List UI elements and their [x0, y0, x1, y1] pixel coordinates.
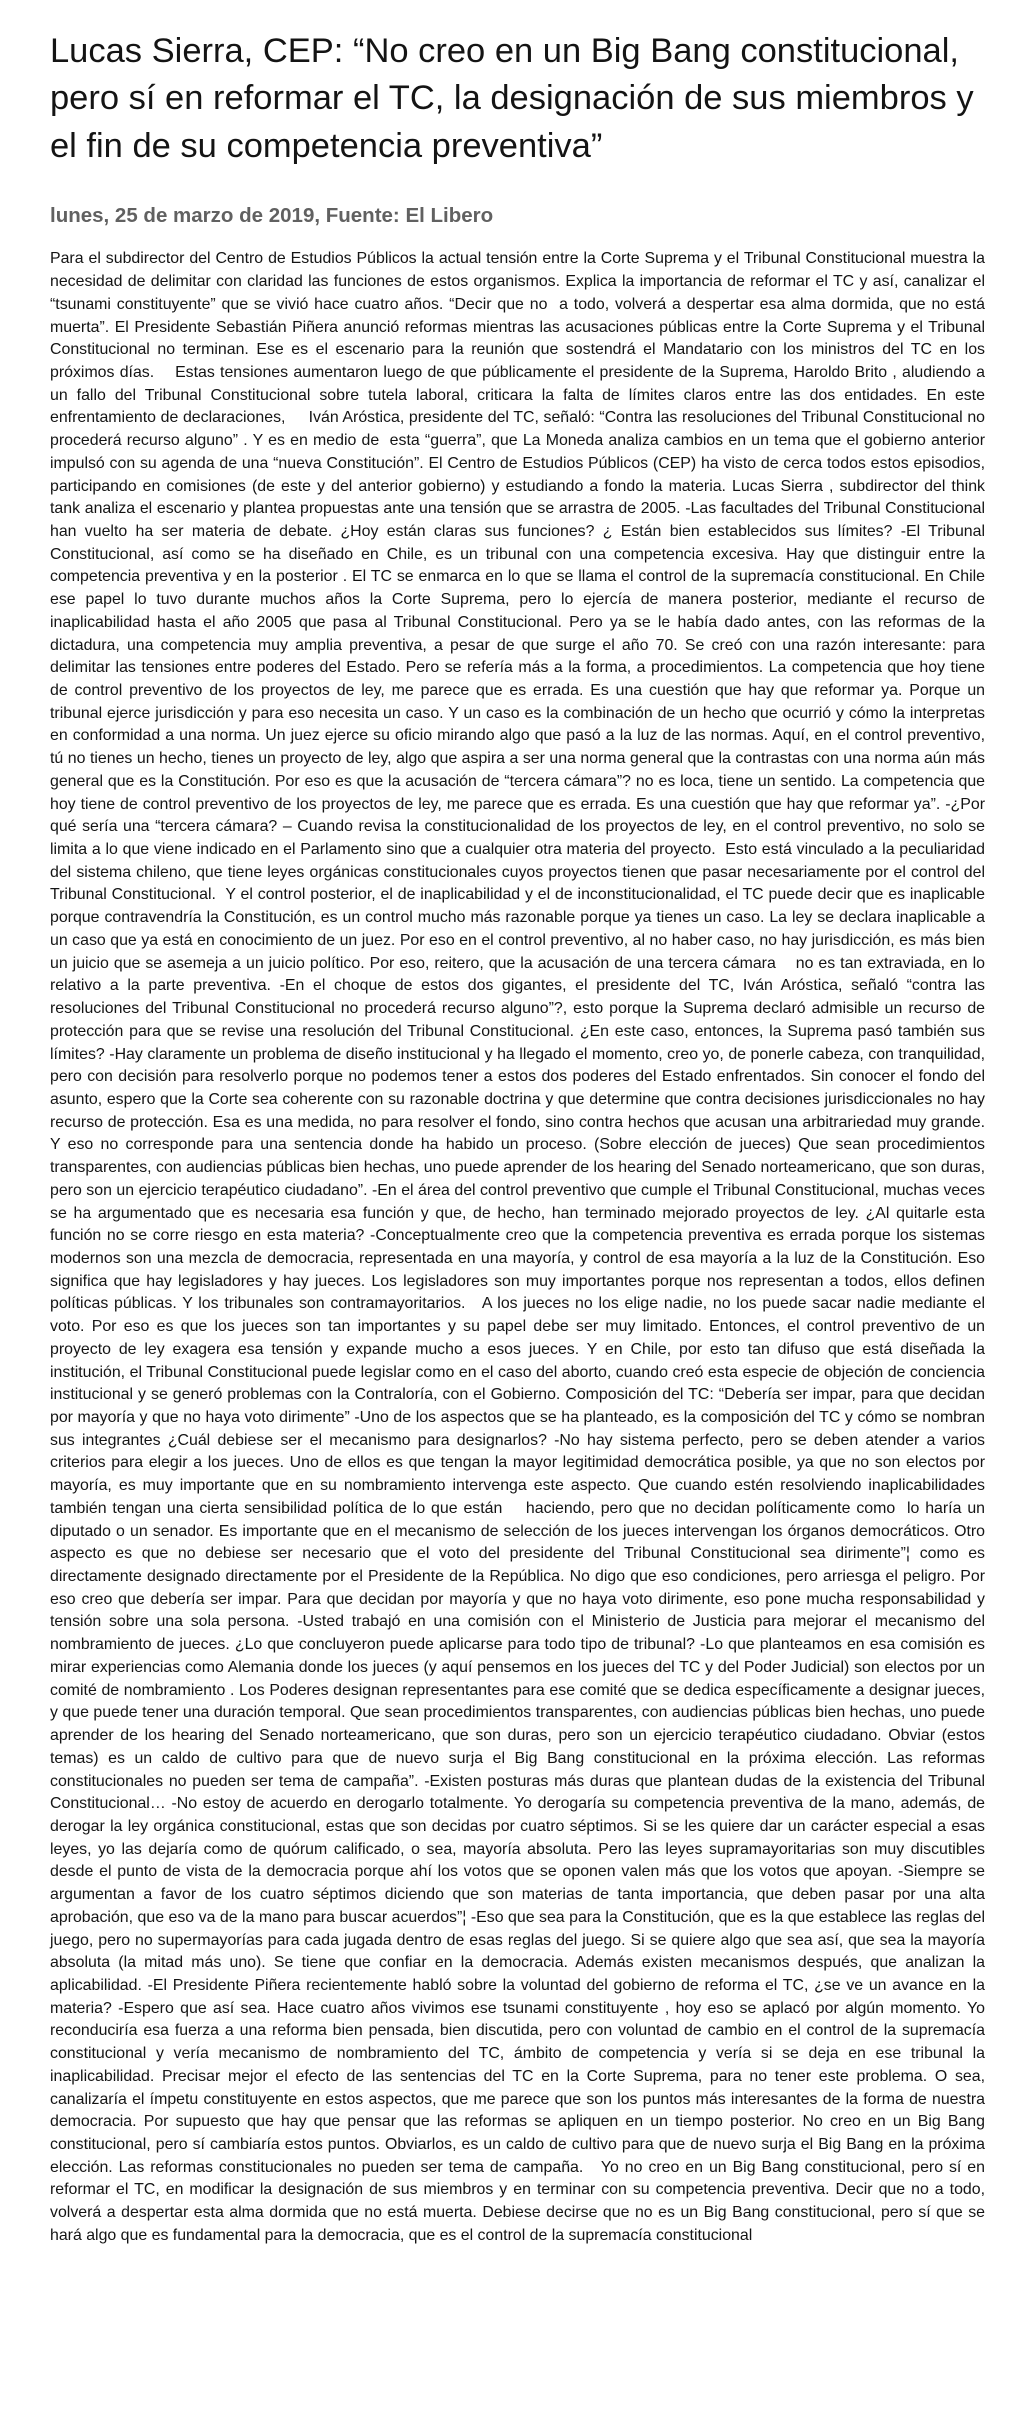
article-date-source: lunes, 25 de marzo de 2019, Fuente: El Libero: [50, 203, 494, 227]
article-title: Lucas Sierra, CEP: “No creo en un Big Bang constitucional, pero sí en reformar el TC, la designación de sus miembros y el fin de su competencia preventiva”: [50, 32, 974, 165]
article: [50, 28, 990, 2248]
article-body: Para el subdirector del Centro de Estudios Públicos la actual tensión entre la Corte Suprema y el Tribunal Constitucional muestra la necesidad de delimitar con claridad las funciones de estos organismos. Explica la importancia de reformar el TC y así, canalizar el “tsunami constituyente” que se vivió hace cuatro años. “Decir que no a todo, volverá a despertar esa alma dormida, que no está muerta”. El Presidente Sebastián Piñera anunció reformas mientras las acusaciones públicas entre la Corte Suprema y el Tribunal Constitucional no terminan. Ese es el escenario para la reunión que sostendrá el Mandatario con los ministros del TC en los próximos días. Estas tensiones aumentaron luego de que públicamente el presidente de la Suprema, Haroldo Brito , aludiendo a un fallo del Tribunal Constitucional sobre tutela laboral, criticara la falta de límites claros entre las dos entidades. En este enfrentamiento de declaraciones, Iván Aróstica, presidente del TC, señaló: “Contra las resoluciones del Tribunal Constitucional no procederá recurso alguno” . Y es en medio de esta “guerra”, que La Moneda analiza cambios en un tema que el gobierno anterior impulsó con su agenda de una “nueva Constitución”. El Centro de Estudios Públicos (CEP) ha visto de cerca todos estos episodios, participando en comisiones (de este y del anterior gobierno) y estudiando a fondo la materia. Lucas Sierra , subdirector del think tank analiza el escenario y plantea propuestas ante una tensión que se arrastra de 2005. -Las facultades del Tribunal Constitucional han vuelto ha ser materia de debate. ¿Hoy están claras sus funciones? ¿ Están bien establecidos sus límites? -El Tribunal Constitucional, así como se ha diseñado en Chile, es un tribunal con una competencia excesiva. Hay que distinguir entre la competencia preventiva y en la posterior . El TC se enmarca en lo que se llama el control de la supremacía constitucional. En Chile ese papel lo tuvo durante muchos años la Corte Suprema, pero lo ejercía de manera posterior, mediante el recurso de inaplicabilidad hasta el año 2005 que pasa al Tribunal Constitucional. Pero ya se le había dado antes, con las reformas de la dictadura, una competencia muy amplia preventiva, a pesar de que surge el año 70. Se creó con una razón interesante: para delimitar las tensiones entre poderes del Estado. Pero se refería más a la forma, a procedimientos. La competencia que hoy tiene de control preventivo de los proyectos de ley, me parece que es errada. Es una cuestión que hay que reformar ya. Porque un tribunal ejerce jurisdicción y para eso necesita un caso. Y un caso es la combinación de un hecho que ocurrió y cómo la interpretas en conformidad a una norma. Un juez ejerce su oficio mirando algo que pasó a la luz de las normas. Aquí, en el control preventivo, tú no tienes un hecho, tienes un proyecto de ley, algo que aspira a ser una norma general que la contrastas con una norma aún más general que es la Constitución. Por eso es que la acusación de “tercera cámara”? no es loca, tiene un sentido. La competencia que hoy tiene de control preventivo de los proyectos de ley, me parece que es errada. Es una cuestión que hay que reformar ya”. -¿Por qué sería una “tercera cámara? – Cuando revisa la constitucionalidad de los proyectos de ley, en el control preventivo, no solo se limita a lo que viene indicado en el Parlamento sino que a cualquier otra materia del proyecto. Esto está vinculado a la peculiaridad del sistema chileno, que tiene leyes orgánicas constitucionales cuyos proyectos tienen que pasar necesariamente por el control del Tribunal Constitucional. Y el control posterior, el de inaplicabilidad y el de inconstitucionalidad, el TC puede decir que es inaplicable porque contravendría la Constitución, es un control mucho más razonable porque ya tienes un caso. La ley se declara inaplicable a un caso que ya está en conocimiento de un juez. Por eso en el control preventivo, al no haber caso, no hay jurisdicción, es más bien un juicio que se asemeja a un juicio político. Por eso, reitero, que la acusación de una tercera cámara no es tan extraviada, en lo relativo a la parte preventiva. -En el choque de estos dos gigantes, el presidente del TC, Iván Aróstica, señaló “contra las resoluciones del Tribunal Constitucional no procederá recurso alguno”?, esto porque la Suprema declaró admisible un recurso de protección para que se revise una resolución del Tribunal Constitucional. ¿En este caso, entonces, la Suprema pasó también sus límites? -Hay claramente un problema de diseño institucional y ha llegado el momento, creo yo, de ponerle cabeza, con tranquilidad, pero con decisión para resolverlo porque no podemos tener a estos dos poderes del Estado enfrentados. Sin conocer el fondo del asunto, espero que la Corte sea coherente con su razonable doctrina y que determine que contra decisiones jurisdiccionales no hay recurso de protección. Esa es una medida, no para resolver el fondo, sino contra hechos que acusan una arbitrariedad muy grande. Y eso no corresponde para una sentencia donde ha habido un proceso. (Sobre elección de jueces) Que sean procedimientos transparentes, con audiencias públicas bien hechas, uno puede aprender de los hearing del Senado norteamericano, que son duras, pero son un ejercicio terapéutico ciudadano”. -En el área del control preventivo que cumple el Tribunal Constitucional, muchas veces se ha argumentado que es necesaria esa función y que, de hecho, han terminado mejorado proyectos de ley. ¿Al quitarle esta función no se corre riesgo en esta materia? -Conceptualmente creo que la competencia preventiva es errada porque los sistemas modernos son una mezcla de democracia, representada en una mayoría, y control de esa mayoría a la luz de la Constitución. Eso significa que hay legisladores y hay jueces. Los legisladores son muy importantes porque nos representan a todos, ellos definen políticas públicas. Y los tribunales son contramayoritarios. A los jueces no los elige nadie, no los puede sacar nadie mediante el voto. Por eso es que los jueces son tan importantes y su papel debe ser muy limitado. Entonces, el control preventivo de un proyecto de ley exagera esa tensión y expande mucho a esos jueces. Y en Chile, por esto tan difuso que está diseñada la institución, el Tribunal Constitucional puede legislar como en el caso del aborto, cuando creó esta especie de objeción de conciencia institucional y se generó problemas con la Contraloría, con el Gobierno. Composición del TC: “Debería ser impar, para que decidan por mayoría y que no haya voto dirimente” -Uno de los aspectos que se ha planteado, es la composición del TC y cómo se nombran sus integrantes ¿Cuál debiese ser el mecanismo para designarlos? -No hay sistema perfecto, pero se deben atender a varios criterios para elegir a los jueces. Uno de ellos es que tengan la mayor legitimidad democrática posible, ya que no son electos por mayoría, es muy importante que en su nombramiento intervenga este aspecto. Que cuando estén resolviendo inaplicabilidades también tengan una cierta sensibilidad política de lo que están haciendo, pero que no decidan políticamente como lo haría un diputado o un senador. Es importante que en el mecanismo de selección de los jueces intervengan los órganos democráticos. Otro aspecto es que no debiese ser necesario que el voto del presidente del Tribunal Constitucional sea dirimente”¦ como es directamente designado directamente por el Presidente de la República. No digo que eso condiciones, pero arriesga el peligro. Por eso creo que debería ser impar. Para que decidan por mayoría y que no haya voto dirimente, eso pone mucha responsabilidad y tensión sobre una sola persona. -Usted trabajó en una comisión con el Ministerio de Justicia para mejorar el mecanismo del nombramiento de jueces. ¿Lo que concluyeron puede aplicarse para todo tipo de tribunal? -Lo que planteamos en esa comisión es mirar experiencias como Alemania donde los jueces (y aquí pensemos en los jueces del TC y del Poder Judicial) son electos por un comité de nombramiento . Los Poderes designan representantes para ese comité que se dedica específicamente a designar jueces, y que puede tener una duración temporal. Que sean procedimientos transparentes, con audiencias públicas bien hechas, uno puede aprender de los hearing del Senado norteamericano, que son duras, pero son un ejercicio terapéutico ciudadano. Obviar (estos temas) es un caldo de cultivo para que de nuevo surja el Big Bang constitucional en la próxima elección. Las reformas constitucionales no pueden ser tema de campaña”. -Existen posturas más duras que plantean dudas de la existencia del Tribunal Constitucional… -No estoy de acuerdo en derogarlo totalmente. Yo derogaría su competencia preventiva de la mano, además, de derogar la ley orgánica constitucional, estas que son decidas por cuatro séptimos. Si se les quiere dar un carácter especial a esas leyes, yo las dejaría como de quórum calificado, o sea, mayoría absoluta. Pero las leyes supramayoritarias son muy discutibles desde el punto de vista de la democracia porque ahí los votos que se oponen valen más que los votos que apoyan. -Siempre se argumentan a favor de los cuatro séptimos diciendo que son materias de tanta importancia, que deben pasar por una alta aprobación, que eso va de la mano para buscar acuerdos”¦ -Eso que sea para la Constitución, que es la que establece las reglas del juego, pero no supermayorías para cada jugada dentro de esas reglas del juego. Si se quiere algo que sea así, que sea la mayoría absoluta (la mitad más uno). Se tiene que confiar en la democracia. Además existen mecanismos después, que analizan la aplicabilidad. -El Presidente Piñera recientemente habló sobre la voluntad del gobierno de reforma el TC, ¿se ve un avance en la materia? -Espero que así sea. Hace cuatro años vivimos ese tsunami constituyente , hoy eso se aplacó por algún momento. Yo reconduciría esa fuerza a una reforma bien pensada, bien discutida, pero con voluntad de cambio en el control de la supremacía constitucional y vería mecanismo de nombramiento del TC, ámbito de competencia y vería si se deja en ese tribunal la inaplicabilidad. Precisar mejor el efecto de las sentencias del TC en la Corte Suprema, para no tener este problema. O sea, canalizaría el ímpetu constituyente en estos aspectos, que me parece que son los puntos más interesantes de la forma de nuestra democracia. Por supuesto que hay que pensar que las reformas se apliquen en un tiempo posterior. No creo en un Big Bang constitucional, pero sí cambiaría estos puntos. Obviarlos, es un caldo de cultivo para que de nuevo surja el Big Bang en la próxima elección. Las reformas constitucionales no pueden ser tema de campaña. Yo no creo en un Big Bang constitucional, pero sí en reformar el TC, en modificar la designación de sus miembros y en terminar con su competencia preventiva. Decir que no a todo, volverá a despertar esta alma dormida que no está muerta. Debiese decirse que no es un Big Bang constitucional, pero sí que se hará algo que es fundamental para la democracia, que es el control de la supremacía constitucional: [50, 250, 990, 2244]
